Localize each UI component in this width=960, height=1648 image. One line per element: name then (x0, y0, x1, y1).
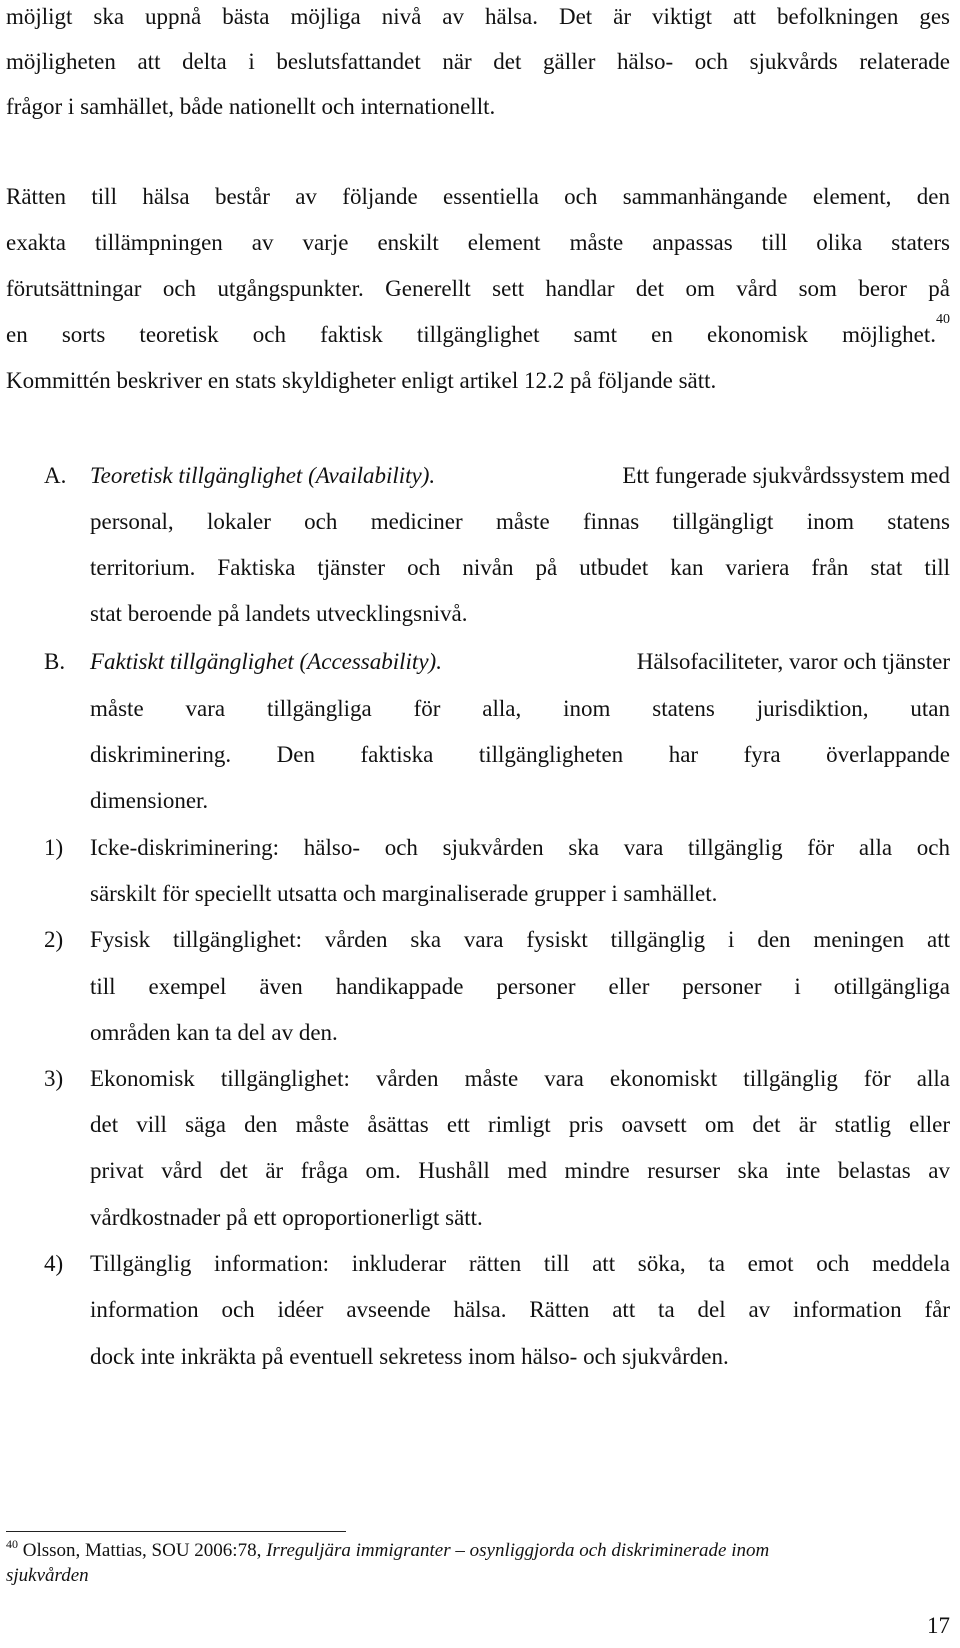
item-2-line-1: Fysisk tillgänglighet: vården ska vara fysiskt tillgänglig i den meningen att (90, 927, 950, 952)
section-b-line-1-text: Hälsofaciliteter, varor och tjänster (636, 649, 950, 674)
item-1-line-2: särskilt för speciellt utsatta och marginaliserade grupper i samhället. (90, 881, 718, 906)
section-a-line-1-text: Ett fungerade sjukvårdssystem med (622, 463, 950, 488)
footnote-divider (6, 1531, 346, 1532)
section-b-line-2: måste vara tillgängliga för alla, inom statens jurisdiktion, utan (90, 696, 950, 721)
section-b-line-1 (90, 647, 950, 677)
item-1-line-1: Icke-diskriminering: hälso- och sjukvården ska vara tillgänglig för alla och (90, 835, 950, 860)
item-2-line-3: områden kan ta del av den. (90, 1020, 338, 1045)
item-2-marker: 2) (44, 927, 64, 952)
footnote-number: 40 (6, 1537, 18, 1551)
section-b-line-4: dimensioner. (90, 788, 209, 813)
item-4-line-2: information och idéer avseende hälsa. Rätten att ta del av information får (90, 1297, 950, 1322)
item-1-marker: 1) (44, 835, 64, 860)
item-4-line-3: dock inte inkräkta på eventuell sekretess inom hälso- och sjukvården. (90, 1344, 729, 1369)
item-2-line-2: till exempel även handikappade personer eller personer i otillgängliga (90, 974, 950, 999)
para2-line-2: exakta tillämpningen av varje enskilt element måste anpassas till olika staters (6, 230, 950, 255)
footnote-title-2: sjukvården (6, 1565, 89, 1586)
footnote-text: Olsson, Mattias, SOU 2006:78, (22, 1540, 262, 1561)
para2-line-3: förutsättningar och utgångspunkter. Generellt sett handlar det om vård som beror på (6, 276, 950, 301)
section-b-marker: B. (44, 649, 66, 674)
section-a-marker: A. (44, 463, 67, 488)
item-3-line-2: det vill säga den måste åsättas ett rimligt pris oavsett om det är statlig eller (90, 1112, 950, 1137)
item-3-line-1: Ekonomisk tillgänglighet: vården måste vara ekonomiskt tillgänglig för alla (90, 1066, 950, 1091)
item-3-line-4: vårdkostnader på ett oproportionerligt sätt. (90, 1205, 483, 1230)
footnote-title-1: Irreguljära immigranter – osynliggjorda och diskriminerade inom (266, 1540, 770, 1561)
item-4-line-1: Tillgänglig information: inkluderar rätten till att söka, ta emot och meddela (90, 1251, 950, 1276)
item-3-marker: 3) (44, 1066, 64, 1091)
para2-line-5: Kommittén beskriver en stats skyldigheter enligt artikel 12.2 på följande sätt. (6, 368, 717, 393)
item-3-line-3: privat vård det är fråga om. Hushåll med mindre resurser ska inte belastas av (90, 1158, 950, 1183)
section-a-line-3: territorium. Faktiska tjänster och nivån på utbudet kan variera från stat till (90, 555, 950, 580)
para2-line-4 (6, 312, 950, 350)
footnote-line-2 (6, 1563, 89, 1589)
section-a-line-1 (90, 461, 950, 491)
section-a-line-2: personal, lokaler och mediciner måste finnas tillgängligt inom statens (90, 509, 950, 534)
intro-line-2: möjligheten att delta i beslutsfattandet när det gäller hälso- och sjukvårds relaterade (6, 49, 950, 74)
section-b-title: Faktiskt tillgänglighet (Accessability). (90, 649, 442, 674)
section-a-line-4: stat beroende på landets utvecklingsnivå. (90, 601, 468, 626)
section-a-title: Teoretisk tillgänglighet (Availability). (90, 463, 436, 488)
footnote-ref: 40 (936, 312, 950, 327)
footnote-line-1 (6, 1538, 769, 1564)
section-b-line-3: diskriminering. Den faktiska tillgängligheten har fyra överlappande (90, 742, 950, 767)
intro-line-1: möjligt ska uppnå bästa möjliga nivå av hälsa. Det är viktigt att befolkningen ges (6, 4, 950, 29)
para2-line-4-text: en sorts teoretisk och faktisk tillgänglighet samt en ekonomisk möjlighet. (6, 322, 936, 347)
para2-line-1: Rätten till hälsa består av följande essentiella och sammanhängande element, den (6, 184, 950, 209)
page-number: 17 (927, 1613, 950, 1638)
intro-line-3: frågor i samhället, både nationellt och internationellt. (6, 94, 496, 119)
item-4-marker: 4) (44, 1251, 64, 1276)
